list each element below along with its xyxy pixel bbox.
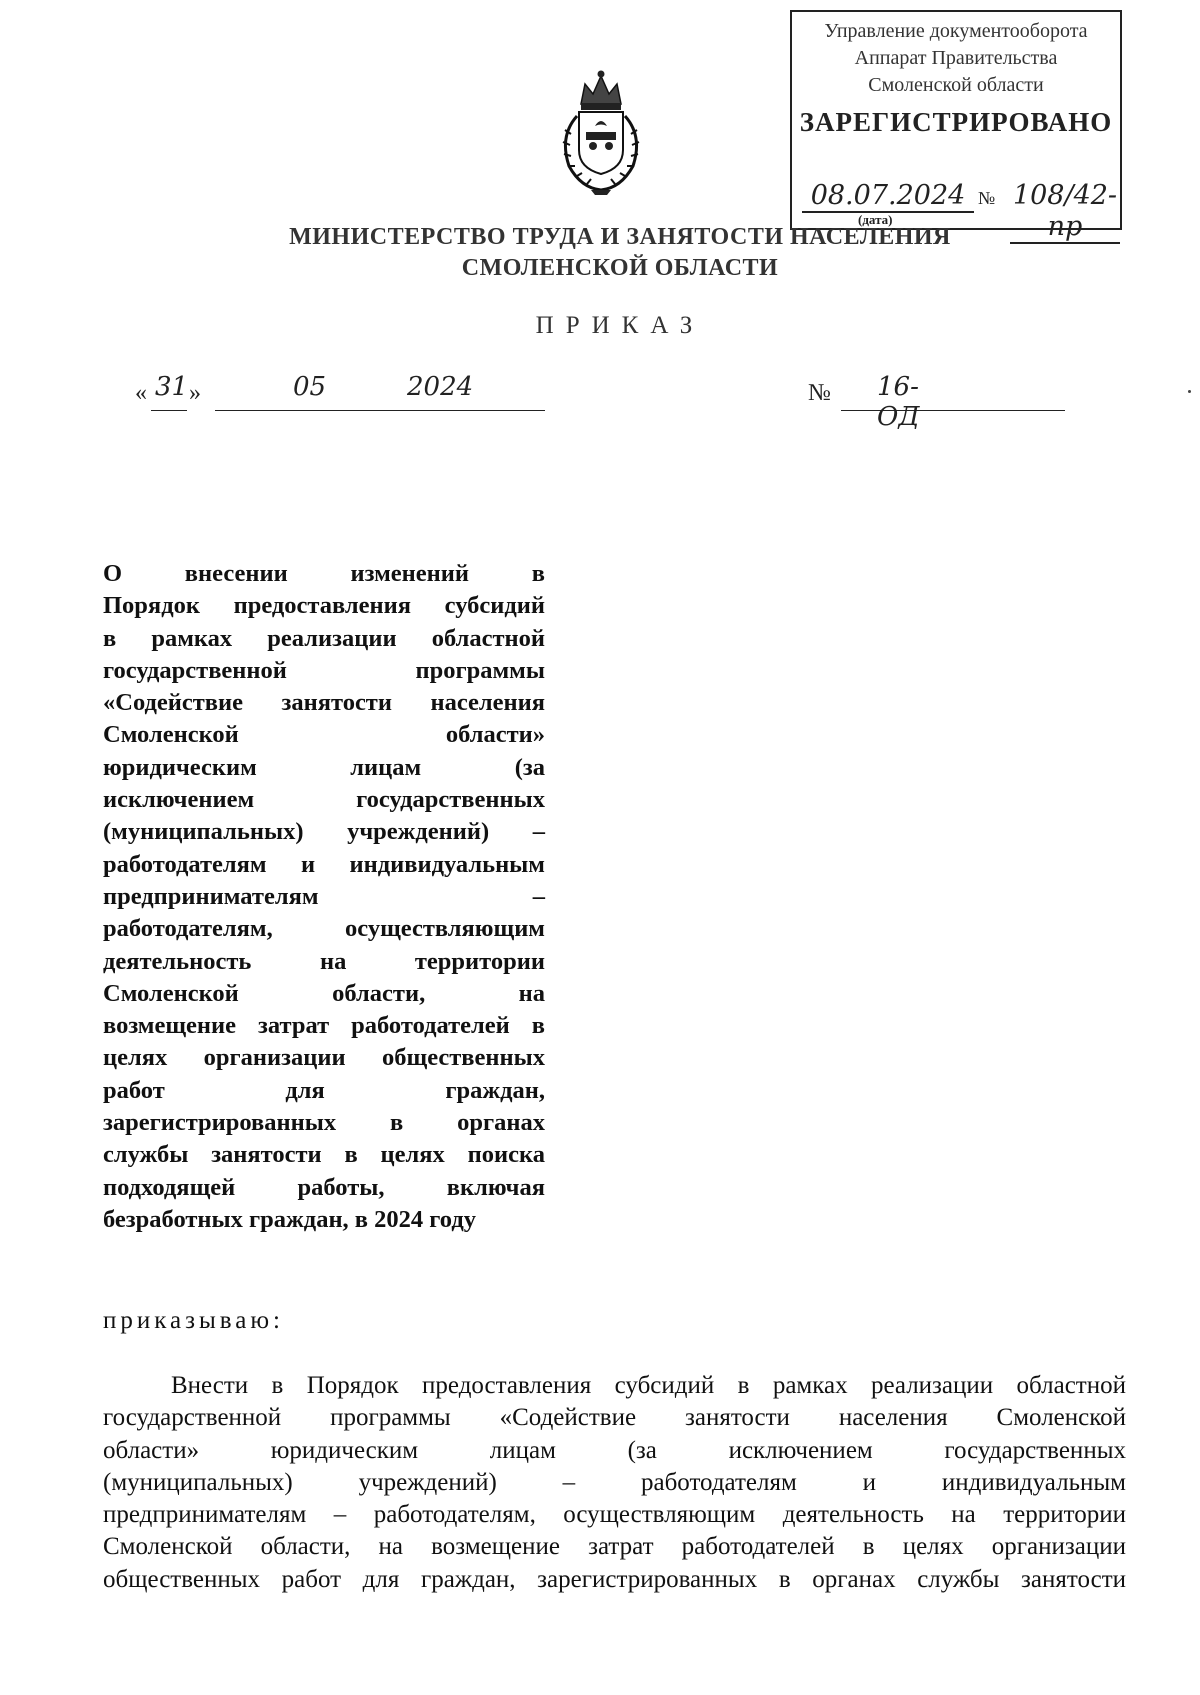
coat-of-arms-icon (551, 66, 651, 196)
stamp-registration-number: 108/42-пр (1010, 180, 1120, 244)
order-subject (103, 558, 545, 1236)
stamp-registered: ЗАРЕГИСТРИРОВАНО (799, 107, 1113, 137)
subject-line: О внесении изменений в (103, 560, 545, 587)
subject-line: (муниципальных) учреждений) – (103, 818, 545, 846)
quote-open: « (135, 380, 147, 406)
subject-line: Смоленской области» (103, 721, 545, 749)
stamp-line-1: Управление документооборота (824, 20, 1088, 42)
order-number: 16-ОД (877, 372, 920, 432)
subject-line: работодателям, осуществляющим (103, 915, 545, 943)
subject-line: «Содействие занятости населения (103, 689, 545, 717)
subject-line: предпринимателям – (103, 882, 545, 910)
month-year-underline (215, 410, 545, 411)
subject-line: работодателям и индивидуальным (103, 850, 545, 878)
body-paragraph (103, 1370, 1126, 1596)
body-line: области» юридическим лицам (за исключением государственных (103, 1436, 1126, 1464)
scan-speck (1188, 390, 1191, 393)
subject-line: юридическим лицам (за (103, 753, 545, 781)
body-line: государственной программы «Содействие занятости населения Смоленской (103, 1404, 1126, 1432)
number-underline (841, 410, 1065, 411)
document-type: ПРИКАЗ (535, 312, 705, 339)
stamp-line-3: Смоленской области (868, 74, 1044, 96)
body-line: (муниципальных) учреждений) – работодателям и индивидуальным (103, 1468, 1126, 1496)
subject-line: Порядок предоставления субсидий (103, 592, 545, 620)
quote-close: » (189, 380, 201, 406)
subject-line: службы занятости в целях поиска (103, 1141, 545, 1169)
subject-line: Смоленской области, на (103, 979, 545, 1007)
body-line: Внести в Порядок предоставления субсидий в рамках реализации областной (171, 1372, 1126, 1399)
ministry-name: МИНИСТЕРСТВО ТРУДА И ЗАНЯТОСТИ НАСЕЛЕНИЯ (289, 224, 951, 250)
subject-line: целях организации общественных (103, 1044, 545, 1072)
stamp-line-2: Аппарат Правительства (854, 47, 1058, 69)
order-number-sign: № (808, 380, 831, 406)
order-month: 05 (293, 372, 327, 402)
registration-stamp (790, 10, 1122, 242)
subject-line: возмещение затрат работодателей в (103, 1012, 545, 1040)
subject-line: государственной программы (103, 656, 545, 684)
ministry-header (150, 222, 1090, 284)
subject-line: работ для граждан, (103, 1076, 545, 1104)
body-line: Смоленской области, на возмещение затрат работодателей в целях организации (103, 1533, 1126, 1561)
stamp-number-sign: № (978, 188, 996, 208)
body-line: предпринимателям – работодателям, осуществляющим деятельность на территории (103, 1501, 1126, 1529)
ministry-region: СМОЛЕНСКОЙ ОБЛАСТИ (461, 255, 779, 281)
day-underline (151, 410, 187, 411)
subject-line: подходящей работы, включая (103, 1173, 545, 1201)
subject-line: безработных граждан, в 2024 году (103, 1205, 476, 1233)
stamp-registration-date: 08.07.2024 (802, 180, 974, 213)
orders-word: приказываю: (103, 1307, 284, 1334)
body-line: общественных работ для граждан, зарегистрированных в органах службы занятости (103, 1565, 1126, 1593)
subject-line: деятельность на территории (103, 947, 545, 975)
stamp-date-caption: (дата) (858, 212, 893, 227)
subject-line: зарегистрированных в органах (103, 1109, 545, 1137)
order-day: 31 (155, 372, 189, 402)
order-year: 2024 (407, 372, 474, 402)
subject-line: в рамках реализации областной (103, 624, 545, 652)
subject-line: исключением государственных (103, 786, 545, 814)
